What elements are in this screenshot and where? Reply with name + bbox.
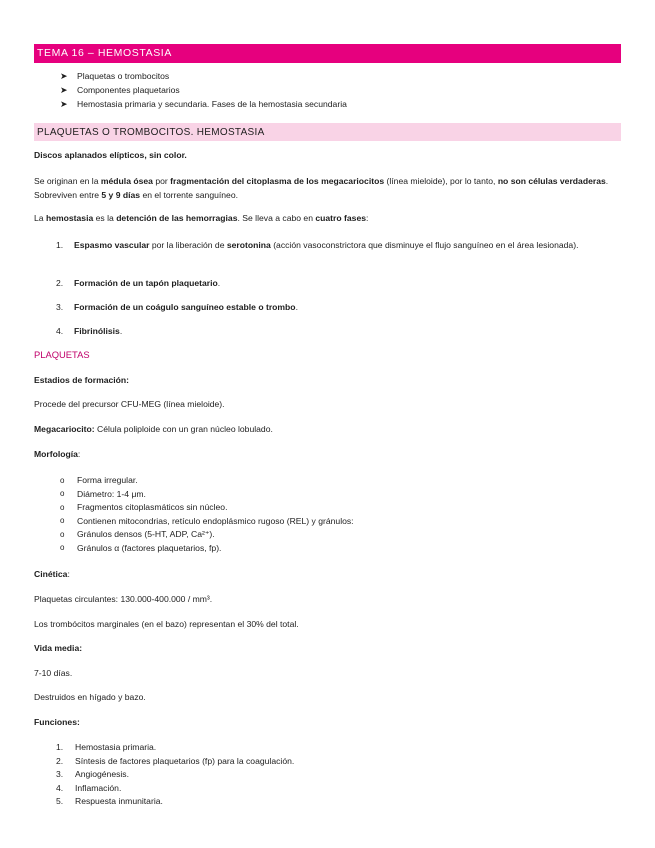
platelets-heading: PLAQUETAS <box>34 349 90 360</box>
bold-run: Formación de un tapón plaquetario <box>74 278 218 288</box>
formation-text: Procede del precursor CFU-MEG (línea mieloide). <box>34 399 225 409</box>
phase-item: 2. Formación de un tapón plaquetario. <box>56 278 221 288</box>
morphology-item: o Gránulos α (factores plaquetarios, fp). <box>60 542 222 553</box>
section-title: PLAQUETAS O TROMBOCITOS. HEMOSTASIA <box>37 127 265 138</box>
text-run: (acción vasoconstrictora que disminuye el flujo sanguíneo en el área lesionada). <box>270 240 579 250</box>
text-run: : <box>366 213 369 223</box>
kinetics-text-circulating: Plaquetas circulantes: 130.000-400.000 / mm³. <box>34 594 213 604</box>
kinetics-text-marginal: Los trombócitos marginales (en el bazo) representan el 30% del total. <box>34 619 299 629</box>
lifespan-heading: Vida media: <box>34 643 83 653</box>
morphology-item: o Diámetro: 1-4 μm. <box>60 488 146 499</box>
functions-list <box>56 741 294 809</box>
morphology-heading: Morfología: <box>34 449 81 459</box>
circle-bullet-icon: o <box>60 489 65 499</box>
text-run: (línea mieloide), por lo tanto, <box>384 176 498 186</box>
lifespan-text-days: 7-10 días. <box>34 668 73 678</box>
phase-item: 4. Fibrinólisis. <box>56 326 123 336</box>
text-run: es la <box>93 213 117 223</box>
topic-title-bar <box>34 44 621 63</box>
text-run: . Sobreviven entre <box>34 176 609 200</box>
bold-run: hemostasia <box>45 213 94 223</box>
megacariocito-paragraph: Megacariocito: Célula poliploide con un gran núcleo lobulado. <box>34 424 273 434</box>
intro-lead: Discos aplanados elípticos, sin color. <box>34 150 187 160</box>
function-item: 5. Respuesta inmunitaria. <box>56 796 163 807</box>
text-run: . <box>295 302 298 312</box>
functions-heading: Funciones: <box>34 717 80 727</box>
topic-index <box>60 70 347 112</box>
phase-item: 1. Espasmo vascular por la liberación de serotonina (acción vasoconstrictora que disminuye el flujo sanguíneo en el área lesionada). <box>56 240 579 250</box>
function-item: 4. Inflamación. <box>56 782 122 793</box>
bold-run: 5 y 9 días <box>101 190 141 200</box>
bold-run: no son células verdaderas <box>497 176 606 186</box>
bold-run: Formación de un coágulo sanguíneo estable o trombo <box>74 302 296 312</box>
morphology-item: o Contienen mitocondrias, retículo endoplásmico rugoso (REL) y gránulos: <box>60 515 354 526</box>
text-run: . <box>119 326 123 336</box>
circle-bullet-icon: o <box>60 502 65 512</box>
index-item: ➤ Hemostasia primaria y secundaria. Fases de la hemostasia secundaria <box>60 99 347 110</box>
index-item: ➤ Plaquetas o trombocitos <box>60 71 170 82</box>
morphology-list <box>60 474 354 555</box>
text-run: Se originan en la <box>34 176 101 186</box>
function-item: 1. Hemostasia primaria. <box>56 742 157 753</box>
bold-run: cuatro fases <box>315 213 367 223</box>
bold-run: detención de las hemorragias <box>116 213 238 223</box>
arrow-bullet-icon: ➤ <box>60 99 68 110</box>
arrow-bullet-icon: ➤ <box>60 85 68 96</box>
bold-run: Espasmo vascular <box>74 240 150 250</box>
hemostasis-paragraph <box>34 213 621 224</box>
bold-run: serotonina <box>226 240 271 250</box>
kinetics-heading: Cinética: <box>34 569 70 579</box>
bold-run: médula ósea <box>100 176 153 186</box>
text-run: en el torrente sanguíneo. <box>140 190 239 200</box>
bold-run: Fibrinólisis <box>74 326 120 336</box>
origin-paragraph <box>34 174 621 202</box>
text-run: . Se lleva a cabo en <box>237 213 316 223</box>
function-item: 3. Angiogénesis. <box>56 769 129 780</box>
lifespan-text-destroyed: Destruidos en hígado y bazo. <box>34 692 146 702</box>
text-run: . <box>217 278 221 288</box>
index-item: ➤ Componentes plaquetarios <box>60 85 180 96</box>
circle-bullet-icon: o <box>60 529 65 539</box>
circle-bullet-icon: o <box>60 475 65 485</box>
section-title-bar <box>34 123 621 141</box>
text-run: por <box>152 176 171 186</box>
morphology-item: o Gránulos densos (5-HT, ADP, Ca²⁺). <box>60 529 215 540</box>
morphology-item: o Forma irregular. <box>60 475 138 486</box>
circle-bullet-icon: o <box>60 516 65 526</box>
arrow-bullet-icon: ➤ <box>60 71 68 82</box>
circle-bullet-icon: o <box>60 543 65 553</box>
topic-title: TEMA 16 – HEMOSTASIA <box>37 47 172 59</box>
megacariocito-label: Megacariocito: <box>34 424 95 434</box>
text-run: La <box>34 213 46 223</box>
function-item: 2. Síntesis de factores plaquetarios (fp) para la coagulación. <box>56 755 295 766</box>
phases-list <box>56 238 616 350</box>
text-run: por la liberación de <box>149 240 227 250</box>
phase-item: 3. Formación de un coágulo sanguíneo estable o trombo. <box>56 302 298 312</box>
formation-heading: Estadios de formación: <box>34 375 130 385</box>
bold-run: fragmentación del citoplasma de los megacariocitos <box>170 176 385 186</box>
morphology-item: o Fragmentos citoplasmáticos sin núcleo. <box>60 502 228 513</box>
